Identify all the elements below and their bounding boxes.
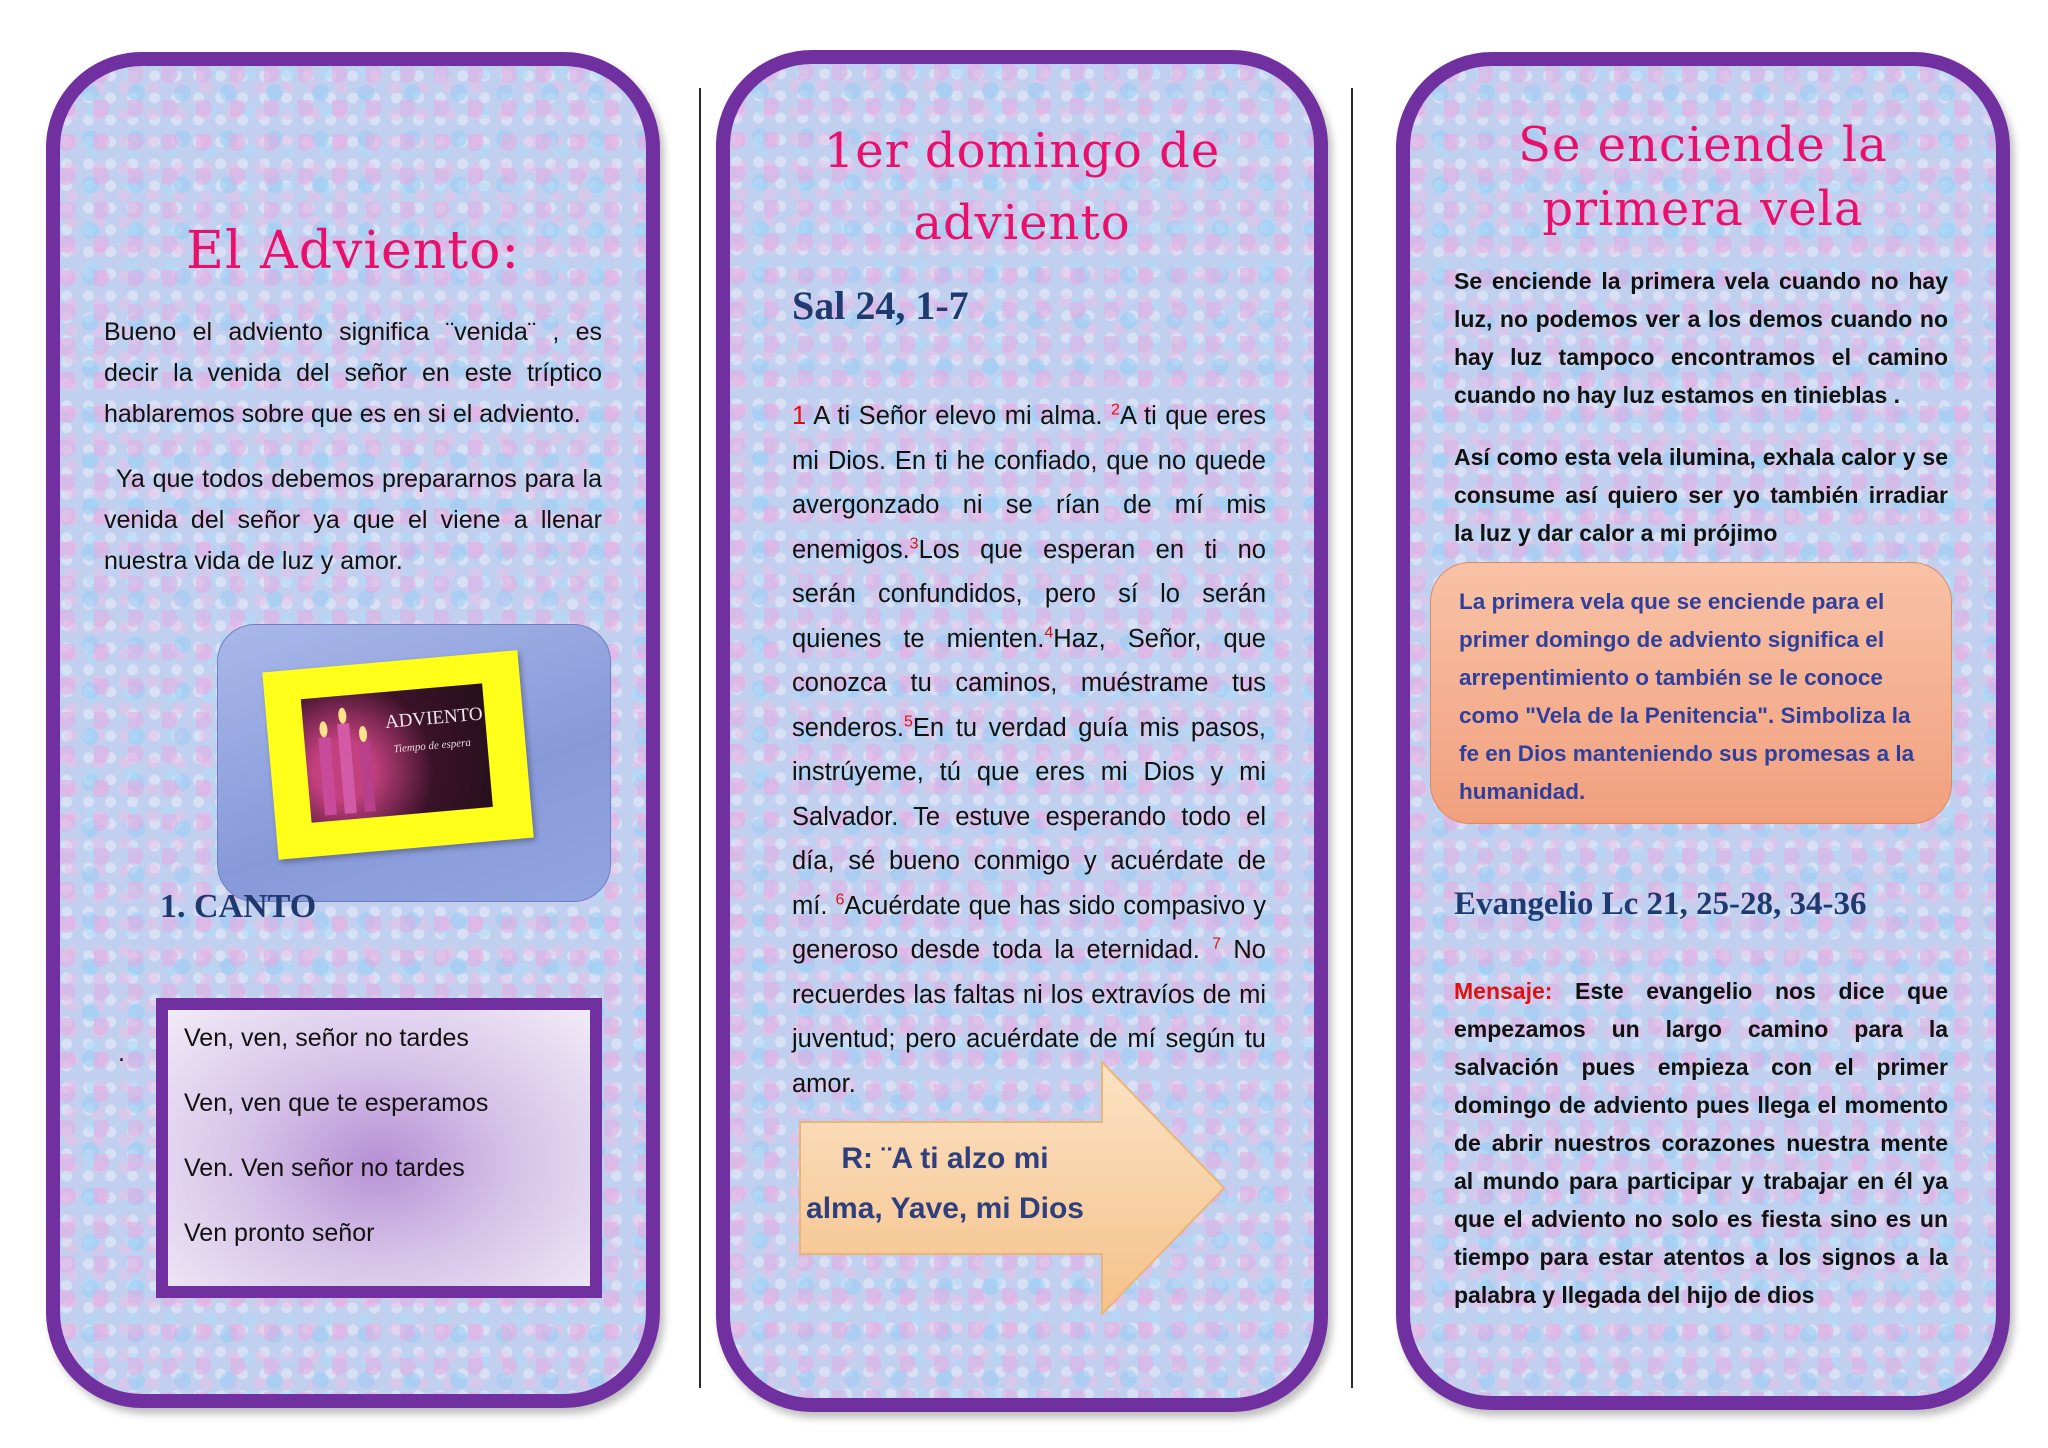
gospel-reference: Evangelio Lc 21, 25-28, 34-36 xyxy=(1454,886,1867,922)
verse-number: 5 xyxy=(904,713,913,730)
meaning-box xyxy=(1430,562,1952,824)
fold-line-left xyxy=(699,88,701,1388)
advent-image-subcaption: Tiempo de espera xyxy=(392,736,472,756)
psalm-reference: Sal 24, 1-7 xyxy=(792,283,969,328)
canto-line: Ven. Ven señor no tardes xyxy=(184,1154,465,1182)
psalm-text xyxy=(792,394,1266,1106)
verse-text: Acuérdate que has sido compasivo y generoso desde toda la eternidad. xyxy=(792,891,1266,964)
verse-number: 7 xyxy=(1212,935,1222,953)
verse-number: 4 xyxy=(1044,624,1054,641)
advent-photo xyxy=(301,683,493,822)
stray-dot: . xyxy=(118,1042,125,1067)
canto-line: Ven pronto señor xyxy=(184,1219,375,1247)
panel-title-line-2: adviento xyxy=(913,195,1131,251)
candle-description xyxy=(1454,262,1948,576)
panel-title-line-1: Se enciende la xyxy=(1518,117,1888,173)
canto-line: Ven, ven que te esperamos xyxy=(184,1089,489,1117)
response-line-2: alma, Yave, mi Dios xyxy=(806,1192,1084,1225)
response-line-1: R: ¨A ti alzo mi xyxy=(841,1142,1049,1175)
intro-paragraph: Bueno el adviento significa ¨venida¨ , es decir la venida del señor en este tríptico hablaremos sobre que es en si el adviento. xyxy=(104,318,602,428)
verse-text: Haz, Señor, que conozca tu caminos, muéstrame tus senderos. xyxy=(792,624,1266,742)
advent-card xyxy=(262,650,533,860)
message-paragraph xyxy=(1454,972,1948,1314)
canto-heading: 1. CANTO xyxy=(160,888,317,925)
verse-text: A ti Señor elevo mi alma. xyxy=(806,402,1103,430)
message-label: Mensaje: xyxy=(1454,978,1553,1004)
verse-number: 2 xyxy=(1111,401,1120,419)
advent-image-caption: ADVIENTO xyxy=(384,703,484,733)
panel-el-adviento xyxy=(46,52,660,1408)
verse-text: A ti que eres mi Dios. En ti he confiado, que no quede avergonzado ni se rían de mí mis enemigos. xyxy=(792,402,1266,564)
advent-image-frame xyxy=(217,624,611,902)
canto-box xyxy=(156,998,602,1298)
intro-paragraph-2: Ya que todos debemos prepararnos para la venida del señor ya que el viene a llenar nuestra vida de luz y amor. xyxy=(104,465,602,575)
canto-line: Ven, ven, señor no tardes xyxy=(184,1024,469,1052)
fold-line-right xyxy=(1351,88,1353,1388)
panel-title: El Adviento: xyxy=(186,221,520,281)
verse-number: 3 xyxy=(909,535,919,552)
panel-primer-domingo xyxy=(716,50,1328,1412)
verse-number: 1 xyxy=(792,402,807,430)
verse-text: En tu verdad guía mis pasos, instrúyeme, tú que eres mi Dios y mi Salvador. Te estuve esperando todo el día, sé bueno conmigo y acuérdate de mí. xyxy=(792,713,1266,920)
verse-text: Los que esperan en ti no serán confundidos, pero sí lo serán quienes te mienten. xyxy=(792,535,1266,653)
panel-title-line-1: 1er domingo de xyxy=(823,123,1221,179)
panel-primera-vela xyxy=(1396,52,2010,1410)
response-text xyxy=(800,1134,1090,1234)
verse-number: 6 xyxy=(835,891,845,908)
message-text: Este evangelio nos dice que empezamos un largo camino para la salvación pues empieza con el primer domingo de adviento pues llega el momento de abrir nuestros corazones nuestra mente al mundo para participar y trabajar en él ya que el adviento no solo es fiesta sino es un tiempo para estar atentos a los signos a la palabra y llegada del hijo de dios xyxy=(1454,978,1948,1308)
candle-paragraph-2: Así como esta vela ilumina, exhala calor y se consume así quiero ser yo también irradiar la luz y dar calor a mi prójimo xyxy=(1454,444,1948,546)
meaning-text: La primera vela que se enciende para el primer domingo de adviento significa el arrepentimiento o también se le conoce como "Vela de la Penitencia". Simboliza la fe en Dios manteniendo sus promesas a la humanidad. xyxy=(1459,589,1915,804)
candle-paragraph-1: Se enciende la primera vela cuando no hay luz, no podemos ver a los demos cuando no hay luz tampoco encontramos el camino cuando no hay luz estamos en tinieblas . xyxy=(1454,268,1948,408)
verse-text: No recuerdes las faltas ni los extravíos de mi juventud; pero acuérdate de mí según tu amor. xyxy=(792,936,1266,1098)
panel-title-line-2: primera vela xyxy=(1542,181,1864,237)
